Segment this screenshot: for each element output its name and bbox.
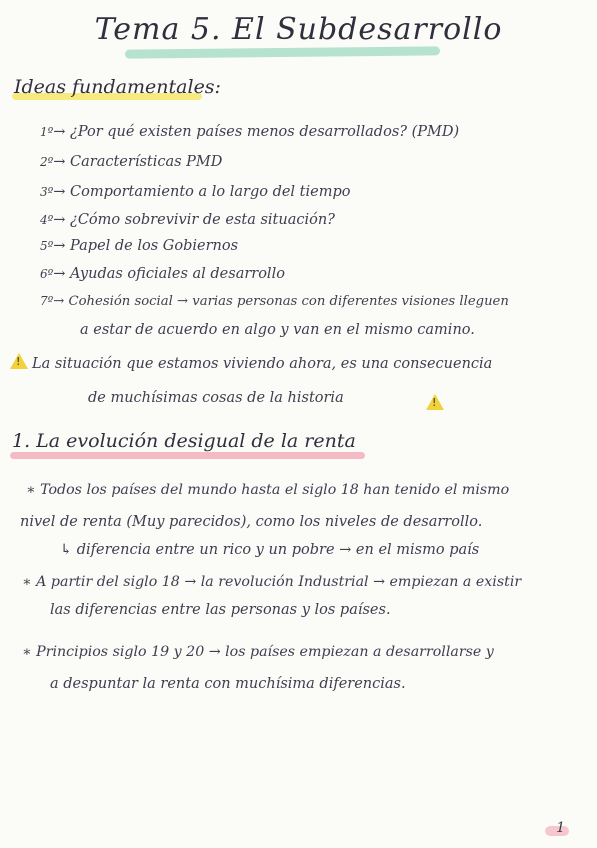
warning-icon [10, 353, 28, 369]
title-highlight [125, 46, 440, 58]
idea-num: 1º [40, 125, 54, 139]
idea-item-7-continued: a estar de acuerdo en algo y van en el mismo camino. [80, 322, 475, 338]
page-title: Tema 5. El Subdesarrollo [94, 12, 503, 47]
idea-item-4 [40, 212, 335, 228]
bullet-1-line-2: nivel de renta (Muy parecidos), como los niveles de desarrollo. [20, 514, 483, 530]
idea-item-1 [40, 124, 459, 140]
section1-heading: 1. La evolución desigual de la renta [12, 430, 356, 452]
bullet-3-line-1: ∗ Principios siglo 19 y 20 → los países empiezan a desarrollarse y [22, 644, 494, 660]
bullet-1-sub: ↳ diferencia entre un rico y un pobre → en el mismo país [60, 542, 480, 558]
section1-heading-highlight [10, 452, 365, 459]
idea-item-3 [40, 184, 350, 200]
bullet-2-line-1: ∗ A partir del siglo 18 → la revolución Industrial → empiezan a existir [22, 574, 522, 590]
warning-line-2: de muchísimas cosas de la historia [88, 390, 344, 406]
bullet-2-line-2: las diferencias entre las personas y los países. [50, 602, 391, 618]
bullet-3-line-2: a despuntar la renta con muchísima diferencias. [50, 676, 406, 692]
page-number: 1 [556, 820, 565, 836]
idea-item-5 [40, 238, 238, 254]
idea-text: → Cohesión social → varias personas con diferentes visiones lleguen [53, 294, 509, 309]
idea-text: → Comportamiento a lo largo del tiempo [53, 184, 351, 200]
idea-num: 2º [40, 155, 54, 169]
idea-text: → ¿Por qué existen países menos desarrollados? (PMD) [53, 124, 460, 140]
idea-num: 6º [40, 267, 54, 281]
idea-text: → Características PMD [53, 154, 223, 170]
warning-line-1: La situación que estamos viviendo ahora, es una consecuencia [32, 356, 493, 372]
bullet-1-line-1: ∗ Todos los países del mundo hasta el siglo 18 han tenido el mismo [26, 482, 510, 498]
ideas-heading: Ideas fundamentales: [14, 76, 221, 98]
idea-text: → Ayudas oficiales al desarrollo [53, 266, 285, 282]
idea-num: 5º [40, 239, 54, 253]
idea-item-7 [40, 294, 509, 309]
idea-num: 4º [40, 213, 54, 227]
idea-num: 7º [40, 294, 54, 308]
warning-icon [426, 394, 444, 410]
idea-text: → Papel de los Gobiernos [53, 238, 239, 254]
idea-num: 3º [40, 185, 54, 199]
idea-item-2 [40, 154, 222, 170]
idea-item-6 [40, 266, 285, 282]
idea-text: → ¿Cómo sobrevivir de esta situación? [53, 212, 335, 228]
